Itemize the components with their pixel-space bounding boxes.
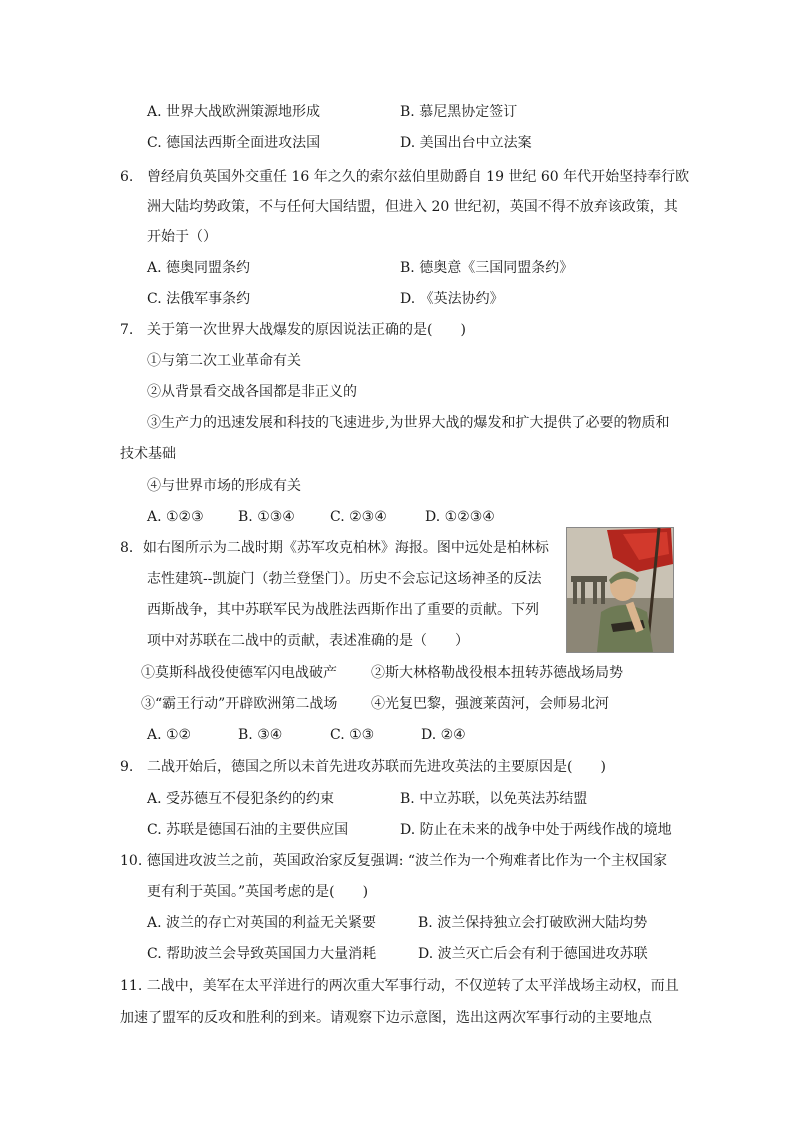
q8-statement-3: ③“霸王行动”开辟欧洲第二战场	[141, 696, 338, 712]
poster-illustration	[567, 528, 673, 652]
q6-stem-line-2: 洲大陆均势政策，不与任何大国结盟，但进入 20 世纪初，英国不得不放弃该政策，其	[147, 199, 678, 215]
q10-option-c: C. 帮助波兰会导致英国国力大量消耗	[147, 946, 377, 962]
q8-option-b: B. ③④	[238, 727, 283, 743]
q7-statement-4: ④与世界市场的形成有关	[147, 478, 301, 494]
q9-option-b: B. 中立苏联，以免英法苏结盟	[400, 791, 588, 807]
q6-option-c: C. 法俄军事条约	[147, 291, 251, 307]
q5-option-b: B. 慕尼黑协定签订	[400, 104, 518, 120]
q7-statement-3-line-2: 技术基础	[120, 446, 176, 462]
q7-number: 7.	[120, 322, 134, 338]
q6-stem-line-3: 开始于（）	[147, 229, 217, 245]
q8-option-a: A. ①②	[147, 727, 192, 743]
q6-stem-line-1: 曾经肩负英国外交重任 16 年之久的索尔兹伯里勋爵自 19 世纪 60 年代开始坚持奉行欧	[147, 169, 690, 185]
q8-statement-2: ②斯大林格勒战役根本扭转苏德战场局势	[371, 665, 623, 681]
q9-number: 9.	[120, 759, 134, 775]
q7-option-b: B. ①③④	[238, 509, 295, 525]
q7-option-c: C. ②③④	[330, 509, 387, 525]
soviet-poster-image	[566, 527, 674, 653]
q10-option-d: D. 波兰灭亡后会有利于德国进攻苏联	[418, 946, 648, 962]
q5-option-c: C. 德国法西斯全面进攻法国	[147, 135, 321, 151]
q7-option-d: D. ①②③④	[425, 509, 495, 525]
q6-option-b: B. 德奥意《三国同盟条约》	[400, 260, 574, 276]
q8-statement-4: ④光复巴黎，强渡莱茵河，会师易北河	[371, 696, 609, 712]
q8-stem-line-3: 西斯战争，其中苏联军民为战胜法西斯作出了重要的贡献。下列	[147, 602, 539, 618]
q7-option-a: A. ①②③	[147, 509, 204, 525]
q7-stem: 关于第一次世界大战爆发的原因说法正确的是( )	[147, 322, 466, 338]
q7-statement-3-line-1: ③生产力的迅速发展和科技的飞速进步,为世界大战的爆发和扩大提供了必要的物质和	[147, 415, 670, 431]
q6-option-a: A. 德奥同盟条约	[147, 260, 251, 276]
q9-option-d: D. 防止在未来的战争中处于两线作战的境地	[400, 822, 672, 838]
q5-option-a: A. 世界大战欧洲策源地形成	[147, 104, 321, 120]
q5-option-d: D. 美国出台中立法案	[400, 135, 532, 151]
q8-option-d: D. ②④	[421, 727, 466, 743]
q8-statement-1: ①莫斯科战役使德军闪电战破产	[141, 665, 337, 681]
q9-option-a: A. 受苏德互不侵犯条约的约束	[147, 791, 335, 807]
q7-statement-1: ①与第二次工业革命有关	[147, 353, 301, 369]
q9-stem: 二战开始后，德国之所以未首先进攻苏联而先进攻英法的主要原因是( )	[147, 759, 606, 775]
q6-option-d: D. 《英法协约》	[400, 291, 504, 307]
q11-stem-line-2: 加速了盟军的反攻和胜利的到来。请观察下边示意图，选出这两次军事行动的主要地点	[120, 1010, 652, 1026]
q11-stem-line-1: 11. 二战中，美军在太平洋进行的两次重大军事行动，不仅逆转了太平洋战场主动权，而且	[120, 978, 679, 994]
q10-stem-line-2: 更有利于英国。”英国考虑的是( )	[147, 884, 369, 900]
q6-number: 6.	[120, 169, 134, 185]
q8-stem-line-1: 8．如右图所示为二战时期《苏军攻克柏林》海报。图中远处是柏林标	[120, 540, 549, 556]
q8-stem-line-2: 志性建筑--凯旋门（勃兰登堡门）。历史不会忘记这场神圣的反法	[147, 571, 542, 587]
q10-option-a: A. 波兰的存亡对英国的利益无关紧要	[147, 915, 377, 931]
q9-option-c: C. 苏联是德国石油的主要供应国	[147, 822, 349, 838]
q8-option-c: C. ①③	[330, 727, 375, 743]
q7-statement-2: ②从背景看交战各国都是非正义的	[147, 384, 357, 400]
q8-stem-line-4: 项中对苏联在二战中的贡献，表述准确的是（ ）	[147, 633, 469, 649]
q10-stem-line-1: 10. 德国进攻波兰之前，英国政治家反复强调: “波兰作为一个殉难者比作为一个主权国家	[120, 853, 668, 869]
q10-option-b: B. 波兰保持独立会打破欧洲大陆均势	[418, 915, 648, 931]
